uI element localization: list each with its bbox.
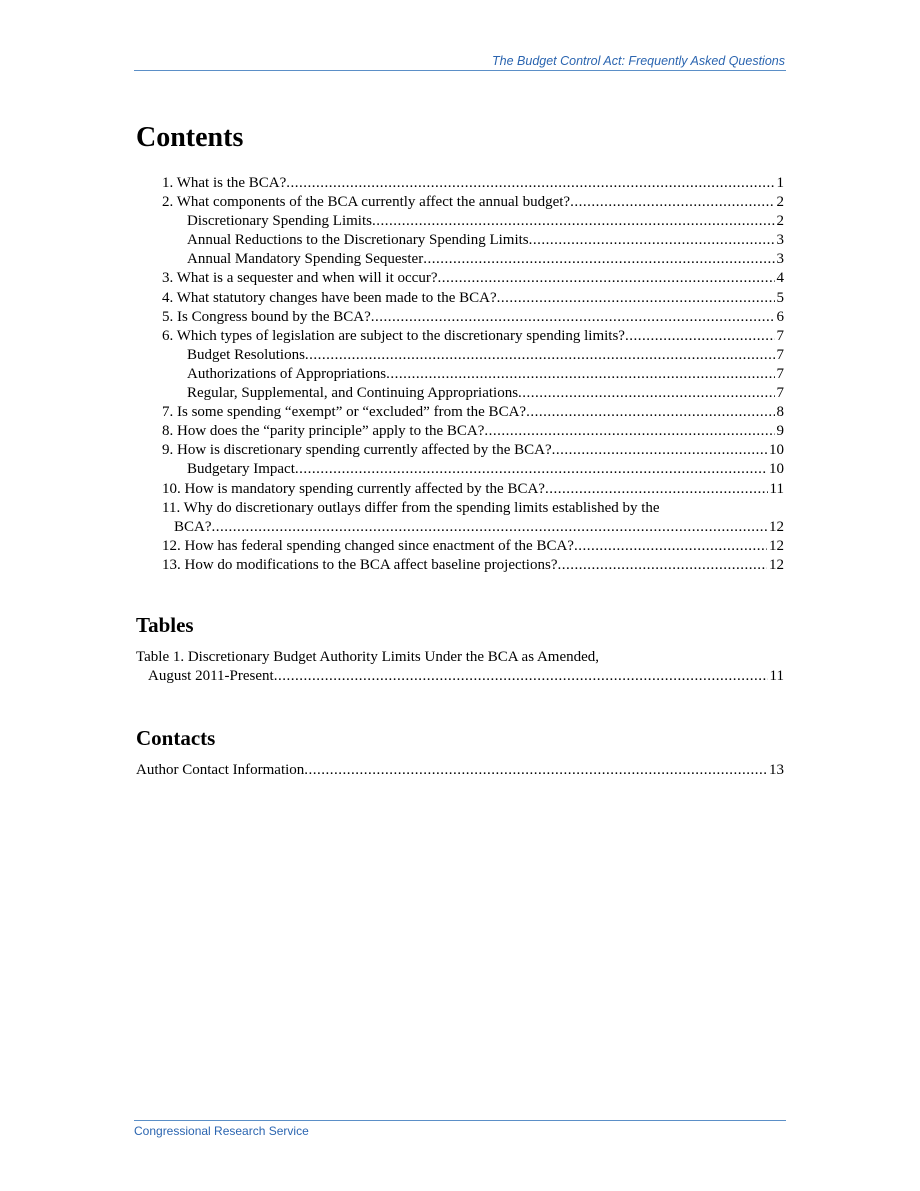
toc-entry[interactable]: Annual Reductions to the Discretionary Spending Limits ..... 3 bbox=[136, 231, 784, 250]
page-number: 6 bbox=[776, 308, 784, 325]
toc-entry[interactable]: 8. How does the “parity principle” apply to the BCA? ..... 9 bbox=[136, 422, 784, 441]
page-number: 1 bbox=[776, 175, 784, 191]
page-number: 7 bbox=[776, 346, 784, 363]
page-number: 11 bbox=[769, 668, 784, 685]
page-number: 5 bbox=[776, 289, 784, 306]
page-number: 13 bbox=[769, 762, 784, 778]
toc-entry[interactable]: 5. Is Congress bound by the BCA? ..... 6 bbox=[136, 308, 784, 327]
toc-entry-continuation[interactable]: BCA? ..... 12 bbox=[136, 518, 784, 537]
page-number: 12 bbox=[769, 518, 784, 535]
footer-text: Congressional Research Service bbox=[134, 1124, 309, 1138]
page-number: 3 bbox=[776, 251, 784, 268]
page-number: 3 bbox=[776, 232, 784, 249]
toc-entry[interactable]: Author Contact Information ..... 13 bbox=[136, 761, 784, 780]
toc-entry[interactable]: 7. Is some spending “exempt” or “excluded” from the BCA? ..... 8 bbox=[136, 403, 784, 422]
running-header-title: The Budget Control Act: Frequently Asked Questions bbox=[492, 54, 785, 68]
toc-entry[interactable]: 2. What components of the BCA currently affect the annual budget? ..... 2 bbox=[136, 193, 784, 212]
page-number: 8 bbox=[776, 404, 784, 421]
page-number: 4 bbox=[776, 270, 784, 287]
toc-entry[interactable]: 12. How has federal spending changed since enactment of the BCA? ..... 12 bbox=[136, 537, 784, 556]
page-number: 10 bbox=[769, 461, 784, 478]
contents-heading: Contents bbox=[136, 122, 244, 153]
toc-entry[interactable]: 13. How do modifications to the BCA affect baseline projections? ..... 12 bbox=[136, 556, 784, 575]
page-number: 7 bbox=[776, 385, 784, 402]
toc-entry[interactable]: Table 1. Discretionary Budget Authority Limits Under the BCA as Amended, bbox=[136, 649, 600, 665]
page-number: 7 bbox=[776, 327, 784, 344]
contacts-heading: Contacts bbox=[136, 726, 216, 750]
page-number: 9 bbox=[776, 423, 784, 440]
tables-heading: Tables bbox=[136, 613, 194, 637]
tables-list bbox=[136, 648, 784, 686]
toc-entry[interactable]: Authorizations of Appropriations ..... 7 bbox=[136, 365, 784, 384]
contents-list bbox=[136, 174, 784, 575]
toc-entry[interactable]: 4. What statutory changes have been made to the BCA? ..... 5 bbox=[136, 289, 784, 308]
toc-entry[interactable]: 11. Why do discretionary outlays differ from the spending limits established by the bbox=[162, 499, 660, 516]
contacts-list bbox=[136, 761, 784, 780]
page-number: 12 bbox=[769, 556, 784, 573]
toc-entry[interactable]: 1. What is the BCA? ..... 1 bbox=[136, 174, 784, 193]
toc-entry-continuation[interactable]: August 2011-Present ..... 11 bbox=[136, 667, 784, 686]
page-number: 2 bbox=[776, 213, 784, 230]
page-number: 7 bbox=[776, 365, 784, 382]
toc-entry[interactable]: Regular, Supplemental, and Continuing Appropriations ..... 7 bbox=[136, 384, 784, 403]
toc-entry[interactable]: 10. How is mandatory spending currently affected by the BCA? ..... 11 bbox=[136, 480, 784, 499]
toc-entry[interactable]: Discretionary Spending Limits ..... 2 bbox=[136, 212, 784, 231]
page-number: 11 bbox=[769, 480, 784, 497]
toc-entry[interactable]: 9. How is discretionary spending currently affected by the BCA? ..... 10 bbox=[136, 441, 784, 460]
toc-entry[interactable]: 6. Which types of legislation are subject to the discretionary spending limits? ..... 7 bbox=[136, 327, 784, 346]
running-header bbox=[134, 54, 786, 71]
toc-entry[interactable]: Annual Mandatory Spending Sequester ..... 3 bbox=[136, 250, 784, 269]
toc-entry[interactable]: 3. What is a sequester and when will it occur? ..... 4 bbox=[136, 269, 784, 288]
toc-entry[interactable]: Budget Resolutions ..... 7 bbox=[136, 346, 784, 365]
page-number: 2 bbox=[776, 194, 784, 211]
toc-entry[interactable]: Budgetary Impact ..... 10 bbox=[136, 460, 784, 479]
page-footer bbox=[134, 1120, 786, 1138]
page-number: 12 bbox=[769, 537, 784, 554]
page-number: 10 bbox=[769, 442, 784, 459]
